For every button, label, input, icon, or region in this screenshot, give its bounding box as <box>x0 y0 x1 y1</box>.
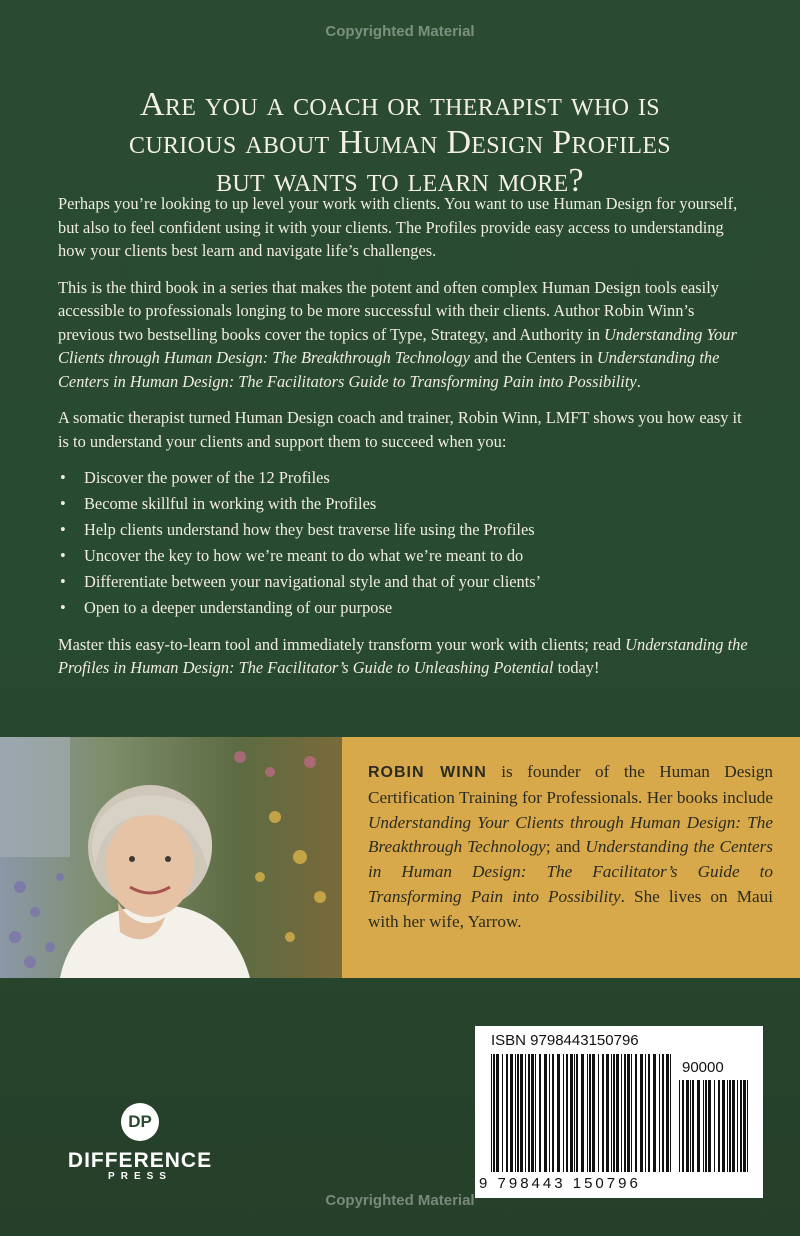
book-title-3: Understanding the Profiles in Human Design: The Facilitator’s Guide to Unleashing Potential <box>58 634 748 677</box>
list-item: • Open to a deeper understanding of our purpose <box>58 596 748 620</box>
isbn-digits: 9 798443 150796 <box>479 1175 641 1192</box>
publisher-sub: PRESS <box>108 1171 172 1182</box>
barcode-bar <box>592 1054 595 1172</box>
publisher-logo <box>50 1103 230 1183</box>
barcode-bar <box>729 1080 731 1172</box>
barcode <box>475 1026 763 1198</box>
barcode-bar <box>544 1054 547 1172</box>
bio-text-2: ; and <box>545 837 586 857</box>
author-bio-box <box>342 737 800 978</box>
author-bio <box>368 760 773 935</box>
barcode-bar <box>611 1054 612 1172</box>
book-title-1: Understanding Your Clients through Human Design: The Breakthrough Technology <box>58 324 737 367</box>
bio-book-2: Understanding the Centers in Human Design: The Facilitator’s Guide to Transforming Pain into Possibility <box>368 837 773 906</box>
list-item: • Help clients understand how they best traverse life using the Profiles <box>58 518 748 542</box>
barcode-bar <box>502 1054 503 1172</box>
barcode-bar <box>491 1054 492 1172</box>
barcode-bar <box>679 1080 680 1172</box>
publisher-initials: DP <box>121 1103 159 1141</box>
barcode-bar <box>743 1080 746 1172</box>
publisher-name: DIFFERENCE <box>67 1149 213 1172</box>
barcode-bar <box>732 1080 735 1172</box>
barcode-bar <box>566 1054 568 1172</box>
barcode-bar <box>570 1054 573 1172</box>
barcode-bar <box>670 1054 671 1172</box>
barcode-bar <box>635 1054 637 1172</box>
barcode-bar <box>520 1054 523 1172</box>
barcode-bar <box>708 1080 711 1172</box>
barcode-bar <box>496 1054 499 1172</box>
author-photo-illustration <box>0 737 342 978</box>
barcode-bar <box>631 1054 632 1172</box>
barcode-bar <box>727 1080 728 1172</box>
barcode-bar <box>581 1054 584 1172</box>
barcode-bar <box>697 1080 700 1172</box>
barcode-bar <box>740 1080 742 1172</box>
paragraph-author: A somatic therapist turned Human Design coach and trainer, Robin Winn, LMFT shows you how easy it is to understand your clients and support them to succeed when you: <box>58 408 742 451</box>
barcode-bars <box>475 1026 763 1198</box>
barcode-bar <box>648 1054 650 1172</box>
headline-line-1: Are you a coach or therapist who is <box>140 86 660 123</box>
barcode-bar <box>703 1080 704 1172</box>
barcode-bar <box>602 1054 604 1172</box>
bio-text-3: . She lives on Maui with her wife, Yarrow. <box>368 886 773 931</box>
book-title-2: Understanding the Centers in Human Design: The Facilitators Guide to Transforming Pain into Possibility <box>58 348 720 391</box>
barcode-bar <box>640 1054 643 1172</box>
barcode-bar <box>718 1080 720 1172</box>
barcode-bar <box>531 1054 534 1172</box>
isbn-label: ISBN 9798443150796 <box>491 1032 639 1049</box>
price-code: 90000 <box>682 1059 724 1076</box>
barcode-bar <box>574 1054 575 1172</box>
description <box>58 192 748 693</box>
barcode-bar <box>613 1054 615 1172</box>
closing-text-2: today! <box>553 658 600 677</box>
series-text-1: This is the third book in a series that makes the potent and often complex Human Design tools easily accessible to professionals longing to be more successful with their clients. Author Robin Winn’s previous two bestselling books cover the topics of Type, Strategy, and Authority in <box>58 277 719 344</box>
barcode-bar <box>624 1054 626 1172</box>
list-item: • Uncover the key to how we’re meant to do what we’re meant to do <box>58 544 748 568</box>
author-name: ROBIN WINN <box>368 764 487 781</box>
barcode-bar <box>690 1080 691 1172</box>
barcode-bar <box>549 1054 550 1172</box>
barcode-bar <box>722 1080 725 1172</box>
paragraph-closing <box>58 633 748 680</box>
barcode-bar <box>515 1054 516 1172</box>
headline-line-2: curious about Human Design Profiles <box>129 124 671 161</box>
barcode-bar <box>576 1054 578 1172</box>
barcode-bar <box>645 1054 646 1172</box>
list-item: • Differentiate between your navigational style and that of your clients’ <box>58 570 748 594</box>
barcode-bar <box>552 1054 554 1172</box>
benefit-list <box>58 466 748 620</box>
paragraph-series <box>58 276 748 394</box>
barcode-bar <box>686 1080 689 1172</box>
barcode-bar <box>692 1080 694 1172</box>
barcode-bar <box>666 1054 669 1172</box>
barcode-bar <box>705 1080 707 1172</box>
paragraph-intro: Perhaps you’re looking to up level your work with clients. You want to use Human Design for yourself, but also to feel confident using it with your clients. The Profiles provide easy access to understanding how your clients best learn and navigate life’s challenges. <box>58 194 738 260</box>
barcode-bar <box>606 1054 609 1172</box>
barcode-bar <box>535 1054 536 1172</box>
barcode-bar <box>528 1054 530 1172</box>
barcode-bar <box>616 1054 619 1172</box>
barcode-bar <box>714 1080 715 1172</box>
barcode-bar <box>557 1054 560 1172</box>
series-text-2: and the Centers in <box>469 348 597 367</box>
barcode-bar <box>539 1054 541 1172</box>
author-photo <box>0 737 342 978</box>
headline-line-3: but wants to learn more? <box>216 162 584 199</box>
list-item: • Become skillful in working with the Profiles <box>58 492 748 516</box>
barcode-bar <box>587 1054 588 1172</box>
series-text-3: . <box>636 371 641 391</box>
barcode-bar <box>525 1054 526 1172</box>
barcode-bar <box>627 1054 630 1172</box>
barcode-bar <box>662 1054 664 1172</box>
barcode-bar <box>747 1080 748 1172</box>
barcode-bar <box>737 1080 738 1172</box>
barcode-bar <box>659 1054 660 1172</box>
closing-text-1: Master this easy-to-learn tool and immediately transform your work with clients; read <box>58 634 626 654</box>
watermark-bottom: Copyrighted Material <box>325 1192 475 1209</box>
barcode-bar <box>517 1054 519 1172</box>
headline <box>40 86 760 200</box>
list-item: • Discover the power of the 12 Profiles <box>58 466 748 490</box>
barcode-bar <box>510 1054 513 1172</box>
barcode-bar <box>506 1054 508 1172</box>
barcode-bar <box>589 1054 591 1172</box>
barcode-bar <box>621 1054 622 1172</box>
bio-text-1: is founder of the Human Design Certification Training for Professionals. Her books include <box>368 762 773 807</box>
watermark-top: Copyrighted Material <box>325 23 475 40</box>
barcode-bar <box>563 1054 564 1172</box>
barcode-bar <box>653 1054 656 1172</box>
bio-book-1: Understanding Your Clients through Human Design: The Breakthrough Technology <box>368 812 773 857</box>
barcode-bar <box>493 1054 495 1172</box>
barcode-bar <box>598 1054 599 1172</box>
barcode-bar <box>682 1080 684 1172</box>
